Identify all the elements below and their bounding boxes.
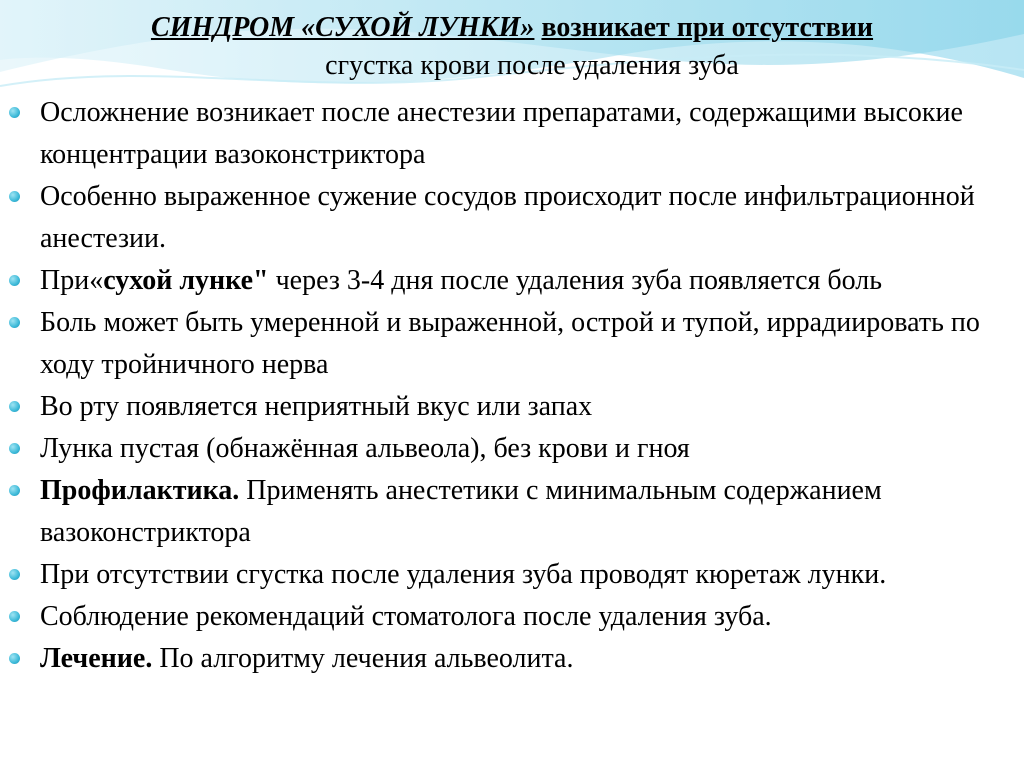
bullet-bold-term: Профилактика. [40,475,240,506]
slide-title [0,10,1024,46]
bullet-text: Осложнение возникает после анестезии препаратами, содержащими высокие концентрации вазоконстриктора [40,97,963,170]
bullet-item [40,554,1012,596]
bullet-item [40,92,1012,176]
bullet-text: Применять анестетики с минимальным содержанием вазоконстриктора [40,475,882,548]
bullet-item [40,302,1012,386]
bullet-item [40,428,1012,470]
title-condition: возникает при отсутствии [541,12,874,43]
bullet-list [40,92,1012,680]
bullet-item [40,260,1012,302]
bullet-item [40,596,1012,638]
bullet-dot-icon [9,107,20,118]
bullet-text: через 3-4 дня после удаления зуба появляется боль [268,265,883,296]
bullet-text: Особенно выраженное сужение сосудов происходит после инфильтрационной анестезии. [40,181,975,254]
bullet-bold-term: сухой лунке" [103,265,269,296]
bullet-dot-icon [9,569,20,580]
bullet-item [40,638,1012,680]
bullet-item [40,176,1012,260]
bullet-text: При отсутствии сгустка после удаления зуба проводят кюретаж лунки. [40,559,887,590]
bullet-dot-icon [9,191,20,202]
bullet-text: Соблюдение рекомендаций стоматолога после удаления зуба. [40,601,772,632]
bullet-text: Лунка пустая (обнажённая альвеола), без крови и гноя [40,433,690,464]
bullet-item [40,470,1012,554]
bullet-item [40,386,1012,428]
slide-subtitle: сгустка крови после удаления зуба [325,50,739,81]
bullet-dot-icon [9,653,20,664]
bullet-text: По алгоритму лечения альвеолита. [152,643,574,674]
bullet-dot-icon [9,485,20,496]
bullet-dot-icon [9,611,20,622]
title-syndrome-name: СИНДРОМ «СУХОЙ ЛУНКИ» [150,12,535,43]
bullet-text: Во рту появляется неприятный вкус или запах [40,391,593,422]
bullet-dot-icon [9,275,20,286]
bullet-dot-icon [9,317,20,328]
bullet-prefix: При« [40,265,104,296]
bullet-dot-icon [9,401,20,412]
bullet-dot-icon [9,443,20,454]
bullet-text: Боль может быть умеренной и выраженной, острой и тупой, иррадиировать по ходу тройничного нерва [40,307,980,380]
bullet-bold-term: Лечение. [40,643,153,674]
